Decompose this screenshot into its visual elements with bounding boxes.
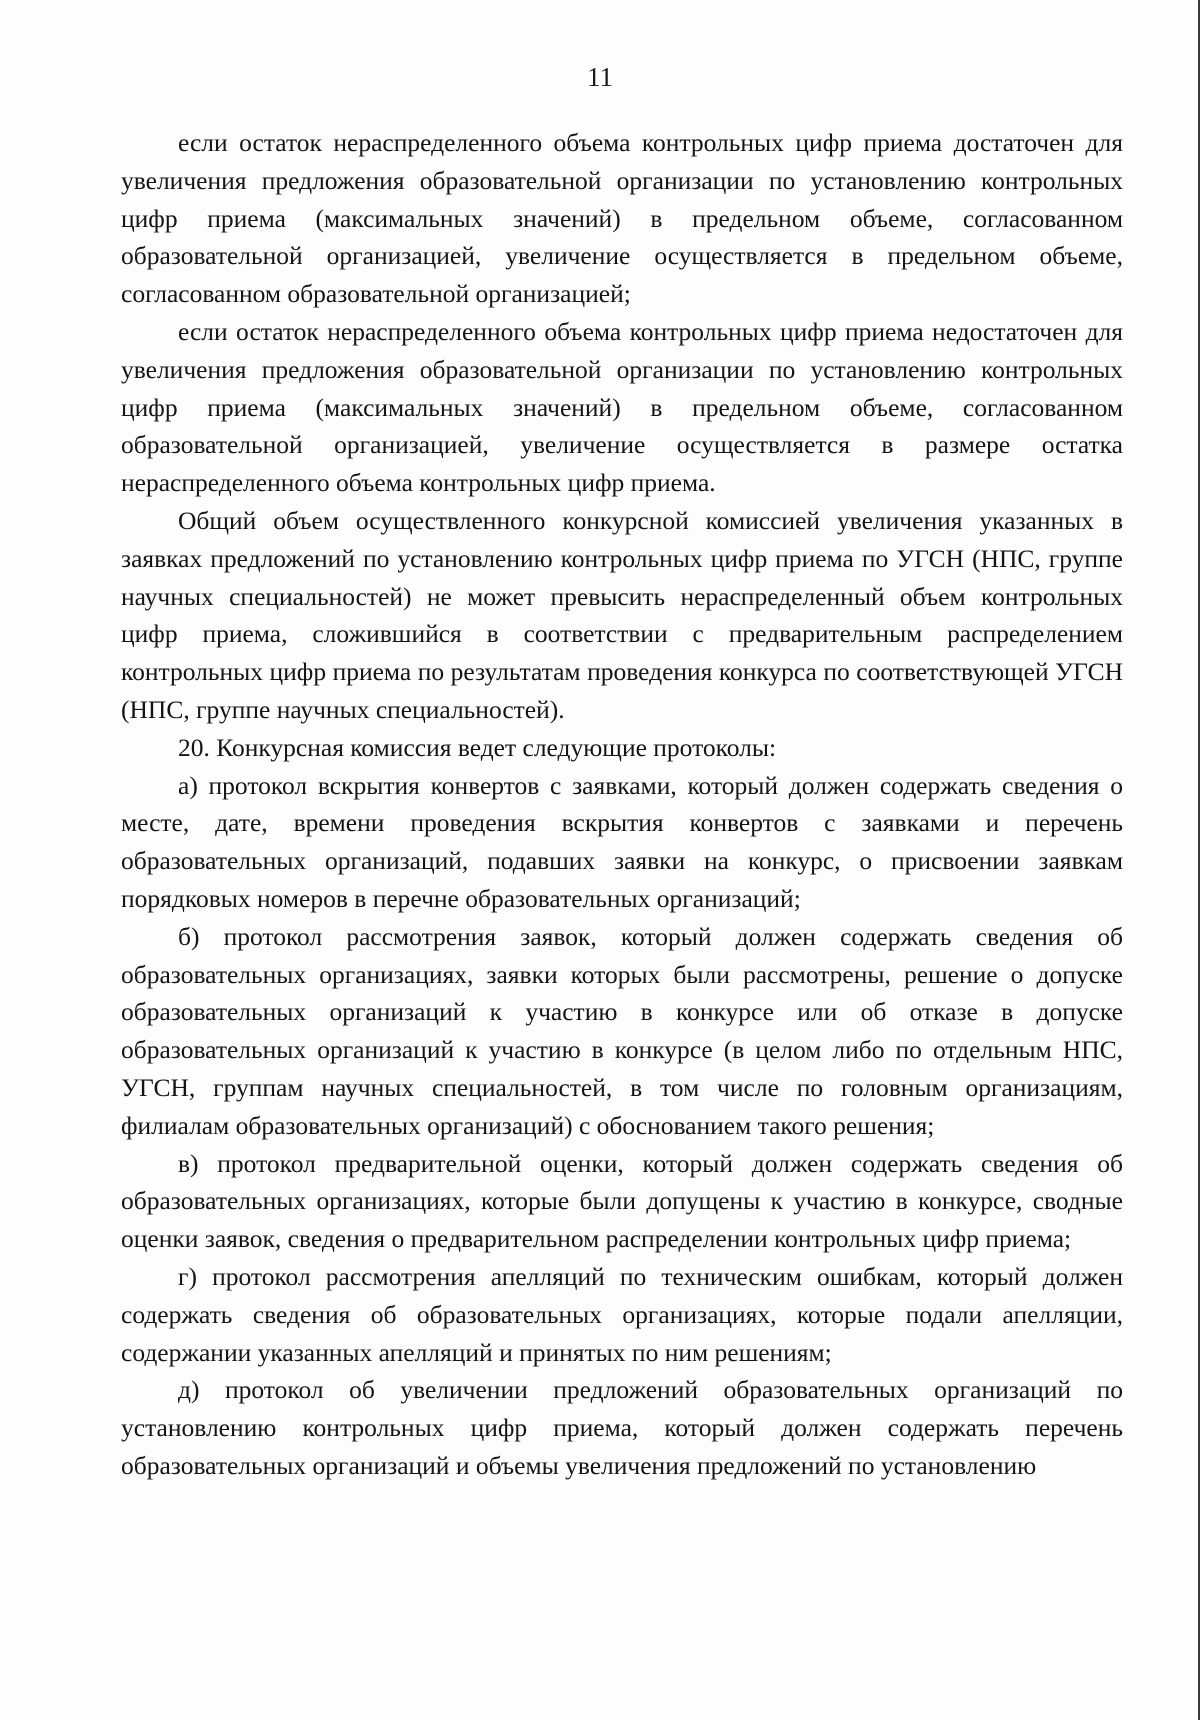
paragraph-protocol-g: г) протокол рассмотрения апелляций по техническим ошибкам, который должен содержать сведения об образовательных организациях, которые подали апелляции, содержании указанных апелляций и принятых по ним решениям; [121, 1261, 1123, 1367]
paragraph-protocol-b: б) протокол рассмотрения заявок, который должен содержать сведения об образовательных организациях, заявки которых были рассмотрены, решение о допуске образовательных организаций к участию в конкурсе или об отказе в допуске образовательных организаций к участию в конкурсе (в целом либо по отдельным НПС, УГСН, группам научных специальностей, в том числе по головным организациям, филиалам образовательных организаций) с обоснованием такого решения; [121, 921, 1123, 1140]
paragraph-total-increase-limit: Общий объем осуществленного конкурсной комиссией увеличения указанных в заявках предложений по установлению контрольных цифр приема по УГСН (НПС, группе научных специальностей) не может превысить нераспределенный объем контрольных цифр приема, сложившийся в соответствии с предварительным распределением контрольных цифр приема по результатам проведения конкурса по соответствующей УГСН (НПС, группе научных специальностей). [121, 505, 1123, 724]
paragraph-remainder-sufficient: если остаток нераспределенного объема контрольных цифр приема достаточен для увеличения предложения образовательной организации по установлению контрольных цифр приема (максимальных значений) в предельном объеме, согласованном образовательной организацией, увеличение осуществляется в предельном объеме, согласованном образовательной организацией; [121, 128, 1123, 309]
document-body [121, 124, 1123, 1485]
paragraph-protocol-d: д) протокол об увеличении предложений образовательных организаций по установлению контрольных цифр приема, который должен содержать перечень образовательных организаций и объемы увеличения предложений по установлению [121, 1375, 1123, 1480]
paragraph-protocol-v: в) протокол предварительной оценки, который должен содержать сведения об образовательных организациях, которые были допущены к участию в конкурсе, сводные оценки заявок, сведения о предварительном распределении контрольных цифр приема; [121, 1148, 1123, 1254]
paragraph-remainder-insufficient: если остаток нераспределенного объема контрольных цифр приема недостаточен для увеличения предложения образовательной организации по установлению контрольных цифр приема (максимальных значений) в предельном объеме, согласованном образовательной организацией, увеличение осуществляется в размере остатка нераспределенного объема контрольных цифр приема. [121, 316, 1123, 498]
paragraph-clause-20: 20. Конкурсная комиссия ведет следующие протоколы: [178, 732, 777, 762]
paragraph-protocol-a: а) протокол вскрытия конвертов с заявками, который должен содержать сведения о месте, дате, времени проведения вскрытия конвертов с заявками и перечень образовательных организаций, подавших заявки на конкурс, о присвоении заявкам порядковых номеров в перечне образовательных организаций; [121, 770, 1123, 913]
page-number: 11 [587, 62, 613, 92]
